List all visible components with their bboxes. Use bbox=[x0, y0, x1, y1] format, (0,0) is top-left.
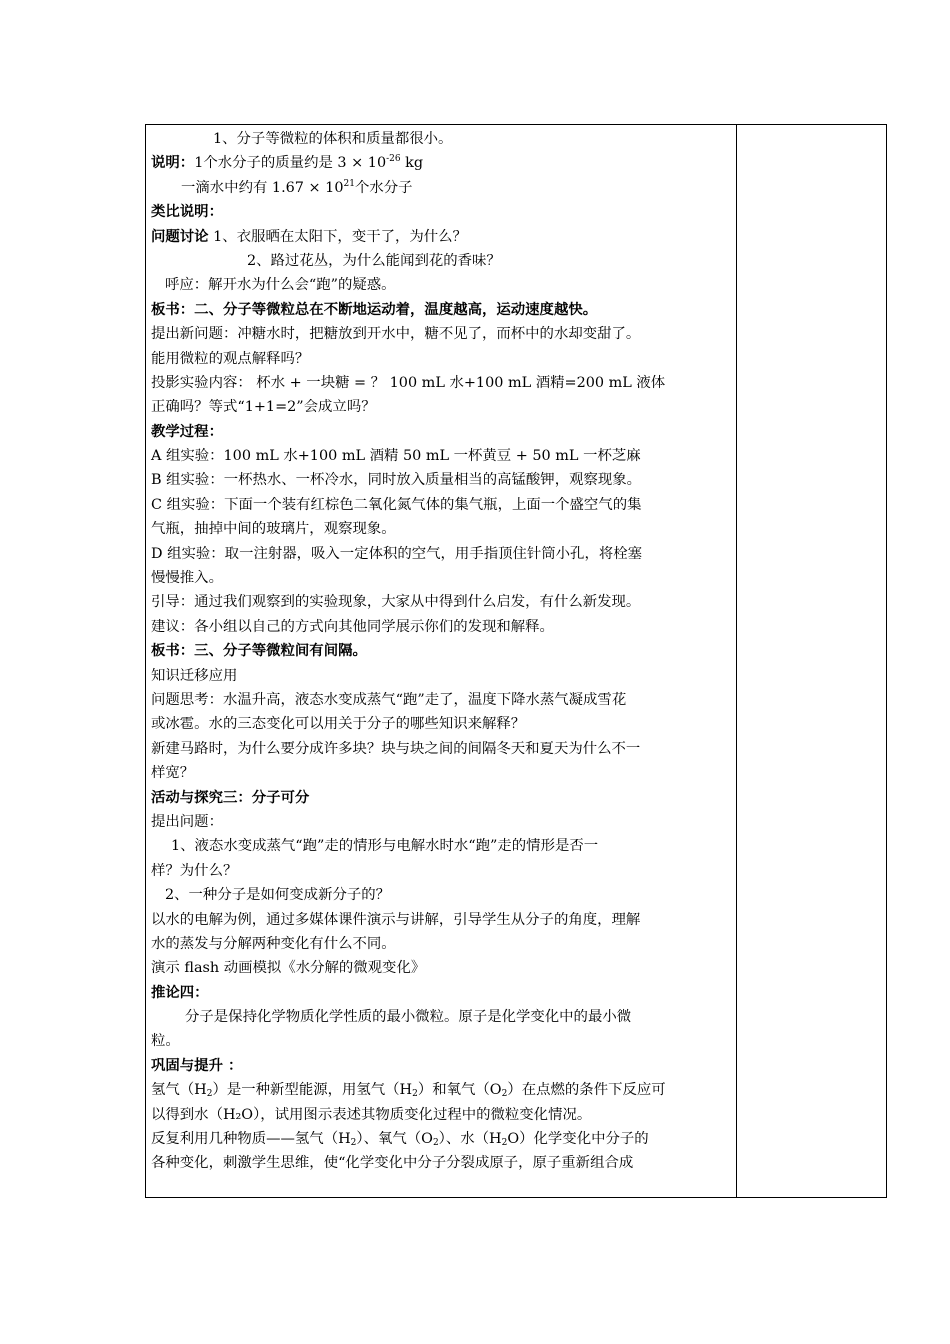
text-line bbox=[151, 1078, 731, 1102]
text-span: 1个水分子的质量约是 3 × 10 bbox=[194, 155, 387, 172]
text-span: ）在点燃的条件下反应可 bbox=[507, 1082, 666, 1099]
text-line: 以得到水（H₂O），试用图示表述其物质变化过程中的微粒变化情况。 bbox=[151, 1106, 592, 1123]
text-line: 呼应：解开水为什么会“跑”的疑惑。 bbox=[165, 277, 396, 294]
text-line: 1、分子等微粒的体积和质量都很小。 bbox=[213, 131, 453, 147]
text-span: 1、衣服晒在太阳下，变干了，为什么？ bbox=[208, 228, 467, 245]
text-line: 以水的电解为例，通过多媒体课件演示与讲解，引导学生从分子的角度，理解 bbox=[151, 911, 641, 928]
text-line bbox=[151, 225, 731, 249]
section-heading: 活动与探究三：分子可分 bbox=[151, 789, 310, 806]
text-line: 建议：各小组以自己的方式向其他同学展示你们的发现和解释。 bbox=[151, 618, 554, 635]
section-heading: 推论四： bbox=[151, 984, 209, 1001]
text-line bbox=[151, 176, 731, 200]
subscript: 2 bbox=[501, 1138, 508, 1149]
text-line: 演示 flash 动画模拟《水分解的微观变化》 bbox=[151, 960, 426, 977]
subscript: 2 bbox=[501, 1089, 508, 1100]
column-divider bbox=[736, 125, 737, 1197]
lesson-table bbox=[145, 124, 887, 1198]
text-span: 一滴水中约有 1.67 × 10 bbox=[181, 179, 344, 196]
text-line: 能用微粒的观点解释吗？ bbox=[151, 350, 310, 367]
text-span: 个水分子 bbox=[354, 179, 413, 196]
text-line: 或冰雹。水的三态变化可以用关于分子的哪些知识来解释？ bbox=[151, 716, 526, 733]
section-heading: 板书：二、分子等微粒总在不断地运动着，温度越高，运动速度越快。 bbox=[151, 301, 598, 318]
section-heading: 类比说明： bbox=[151, 204, 223, 221]
text-line bbox=[151, 1127, 731, 1151]
label-text: 说明： bbox=[151, 155, 195, 172]
text-line: 新建马路时，为什么要分成许多块？块与块之间的间隔冬天和夏天为什么不一 bbox=[151, 740, 641, 757]
section-heading: 板书：三、分子等微粒间有间隔。 bbox=[151, 643, 367, 660]
text-span: kg bbox=[400, 155, 424, 172]
text-line bbox=[151, 151, 731, 175]
text-line: 粒。 bbox=[151, 1033, 180, 1050]
text-line: 水的蒸发与分解两种变化有什么不同。 bbox=[151, 935, 396, 952]
text-line: 提出问题： bbox=[151, 813, 223, 830]
text-line: 样宽？ bbox=[151, 765, 195, 782]
text-line: D 组实验：取一注射器，吸入一定体积的空气，用手指顶住针筒小孔，将栓塞 bbox=[151, 545, 643, 562]
section-heading: 巩固与提升 ： bbox=[151, 1057, 243, 1074]
section-heading: 教学过程： bbox=[151, 423, 223, 440]
text-line: 样？为什么？ bbox=[151, 862, 238, 879]
text-line: 知识迁移应用 bbox=[151, 667, 238, 684]
text-span: 氢气（H bbox=[151, 1082, 207, 1099]
text-line: 投影实验内容： 杯水 + 一块糖 = ？ 100 mL 水+100 mL 酒精=200 mL 液体 bbox=[151, 374, 666, 391]
text-line: B 组实验：一杯热水、一杯冷水，同时放入质量相当的高锰酸钾，观察现象。 bbox=[151, 472, 642, 489]
text-line: 2、路过花丛，为什么能闻到花的香味？ bbox=[247, 252, 501, 269]
text-span: O）化学变化中分子的 bbox=[507, 1131, 649, 1148]
text-span: 反复利用几种物质——氢气（H bbox=[151, 1131, 351, 1148]
subscript: 2 bbox=[206, 1089, 213, 1100]
text-line: 分子是保持化学物质化学性质的最小微粒。原子是化学变化中的最小微 bbox=[185, 1009, 632, 1026]
text-line: 各种变化，刺激学生思维，使“化学变化中分子分裂成原子，原子重新组合成 bbox=[151, 1155, 634, 1172]
text-line: 引导：通过我们观察到的实验现象，大家从中得到什么启发，有什么新发现。 bbox=[151, 594, 641, 611]
text-line: A 组实验：100 mL 水+100 mL 酒精 50 mL 一杯黄豆 + 50 mL 一杯芝麻 bbox=[151, 448, 641, 465]
text-line: 提出新问题：冲糖水时，把糖放到开水中，糖不见了，而杯中的水却变甜了。 bbox=[151, 326, 641, 343]
lesson-content-cell bbox=[151, 127, 731, 1176]
text-line: C 组实验：下面一个装有红棕色二氧化氮气体的集气瓶，上面一个盛空气的集 bbox=[151, 496, 642, 513]
superscript: 21 bbox=[343, 178, 355, 189]
superscript: -26 bbox=[386, 154, 401, 165]
text-line: 气瓶，抽掉中间的玻璃片，观察现象。 bbox=[151, 521, 396, 538]
text-span: ）、氧气（O bbox=[356, 1131, 433, 1148]
label-text: 问题讨论 bbox=[151, 228, 209, 245]
subscript: 2 bbox=[432, 1138, 439, 1149]
text-line: 问题思考：水温升高，液态水变成蒸气“跑”走了，温度下降水蒸气凝成雪花 bbox=[151, 691, 627, 708]
text-line: 1、液态水变成蒸气“跑”走的情形与电解水时水“跑”走的情形是否一 bbox=[171, 838, 599, 855]
text-line: 慢慢推入。 bbox=[151, 570, 223, 587]
text-span: ）、水（H bbox=[438, 1131, 502, 1148]
text-span: ）是一种新型能源，用氢气（H bbox=[212, 1082, 413, 1099]
text-span: ）和氧气（O bbox=[417, 1082, 502, 1099]
subscript: 2 bbox=[350, 1138, 357, 1149]
text-line: 2、一种分子是如何变成新分子的？ bbox=[165, 887, 391, 904]
text-line: 正确吗？等式“1+1=2”会成立吗？ bbox=[151, 399, 376, 416]
subscript: 2 bbox=[412, 1089, 418, 1100]
